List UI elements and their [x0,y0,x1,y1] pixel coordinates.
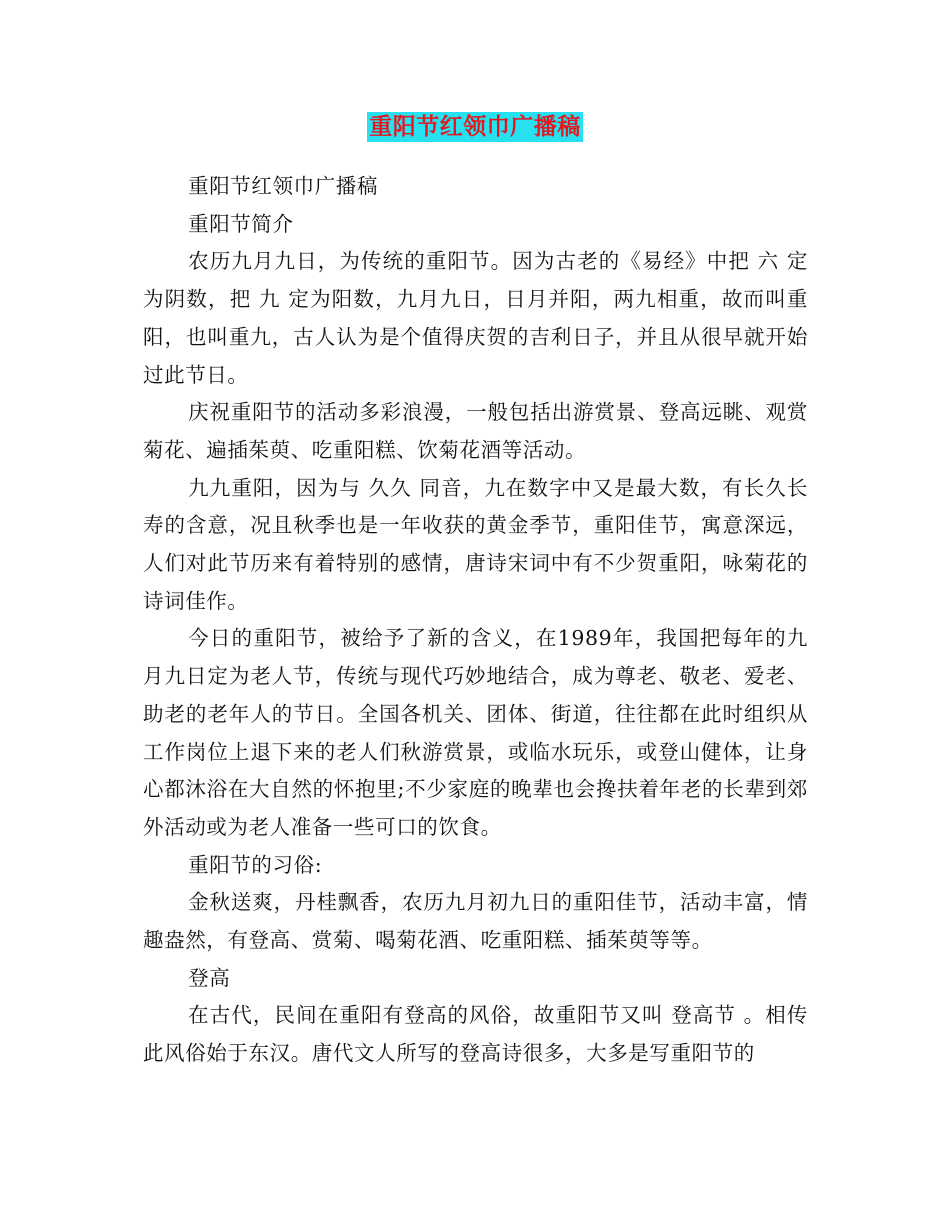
paragraph-climbing: 在古代，民间在重阳有登高的风俗，故重阳节又叫 登高节 。相传此风俗始于东汉。唐代文人所写的登高诗很多，大多是写重阳节的 [143,1003,808,1066]
document-body [143,168,808,1073]
paragraph-modern: 今日的重阳节，被给予了新的含义，在1989年，我国把每年的九月九日定为老人节，传统与现代巧妙地结合，成为尊老、敬老、爱老、助老的老年人的节日。全国各机关、团体、街道，往往都在此时组织从工作岗位上退下来的老人们秋游赏景，或临水玩乐，或登山健体，让身心都沐浴在大自然的怀抱里;不少家庭的晚辈也会搀扶着年老的长辈到郊外活动或为老人准备一些可口的饮食。 [143,626,808,839]
paragraph-customs: 金秋送爽，丹桂飘香，农历九月初九日的重阳佳节，活动丰富，情趣盎然，有登高、赏菊、喝菊花酒、吃重阳糕、插茱萸等等。 [143,890,808,953]
title-wrapper [0,112,950,142]
paragraph-heading-intro: 重阳节简介 [188,211,294,236]
paragraph-meaning: 九九重阳，因为与 久久 同音，九在数字中又是最大数，有长久长寿的含意，况且秋季也是一年收获的黄金季节，重阳佳节，寓意深远，人们对此节历来有着特别的感情，唐诗宋词中有不少贺重阳，咏菊花的诗词佳作。 [143,475,808,613]
paragraph-heading-customs: 重阳节的习俗: [188,852,323,877]
paragraph-heading-climbing: 登高 [188,965,231,990]
paragraph-subtitle: 重阳节红领巾广播稿 [188,174,378,198]
paragraph-origin: 农历九月九日，为传统的重阳节。因为古老的《易经》中把 六 定为阴数，把 九 定为阳数，九月九日，日月并阳，两九相重，故而叫重阳，也叫重九，古人认为是个值得庆贺的吉利日子，并且从很早就开始过此节日。 [143,249,808,387]
document-title: 重阳节红领巾广播稿 [369,113,581,140]
paragraph-activities: 庆祝重阳节的活动多彩浪漫，一般包括出游赏景、登高远眺、观赏菊花、遍插茱萸、吃重阳糕、饮菊花酒等活动。 [143,400,808,462]
